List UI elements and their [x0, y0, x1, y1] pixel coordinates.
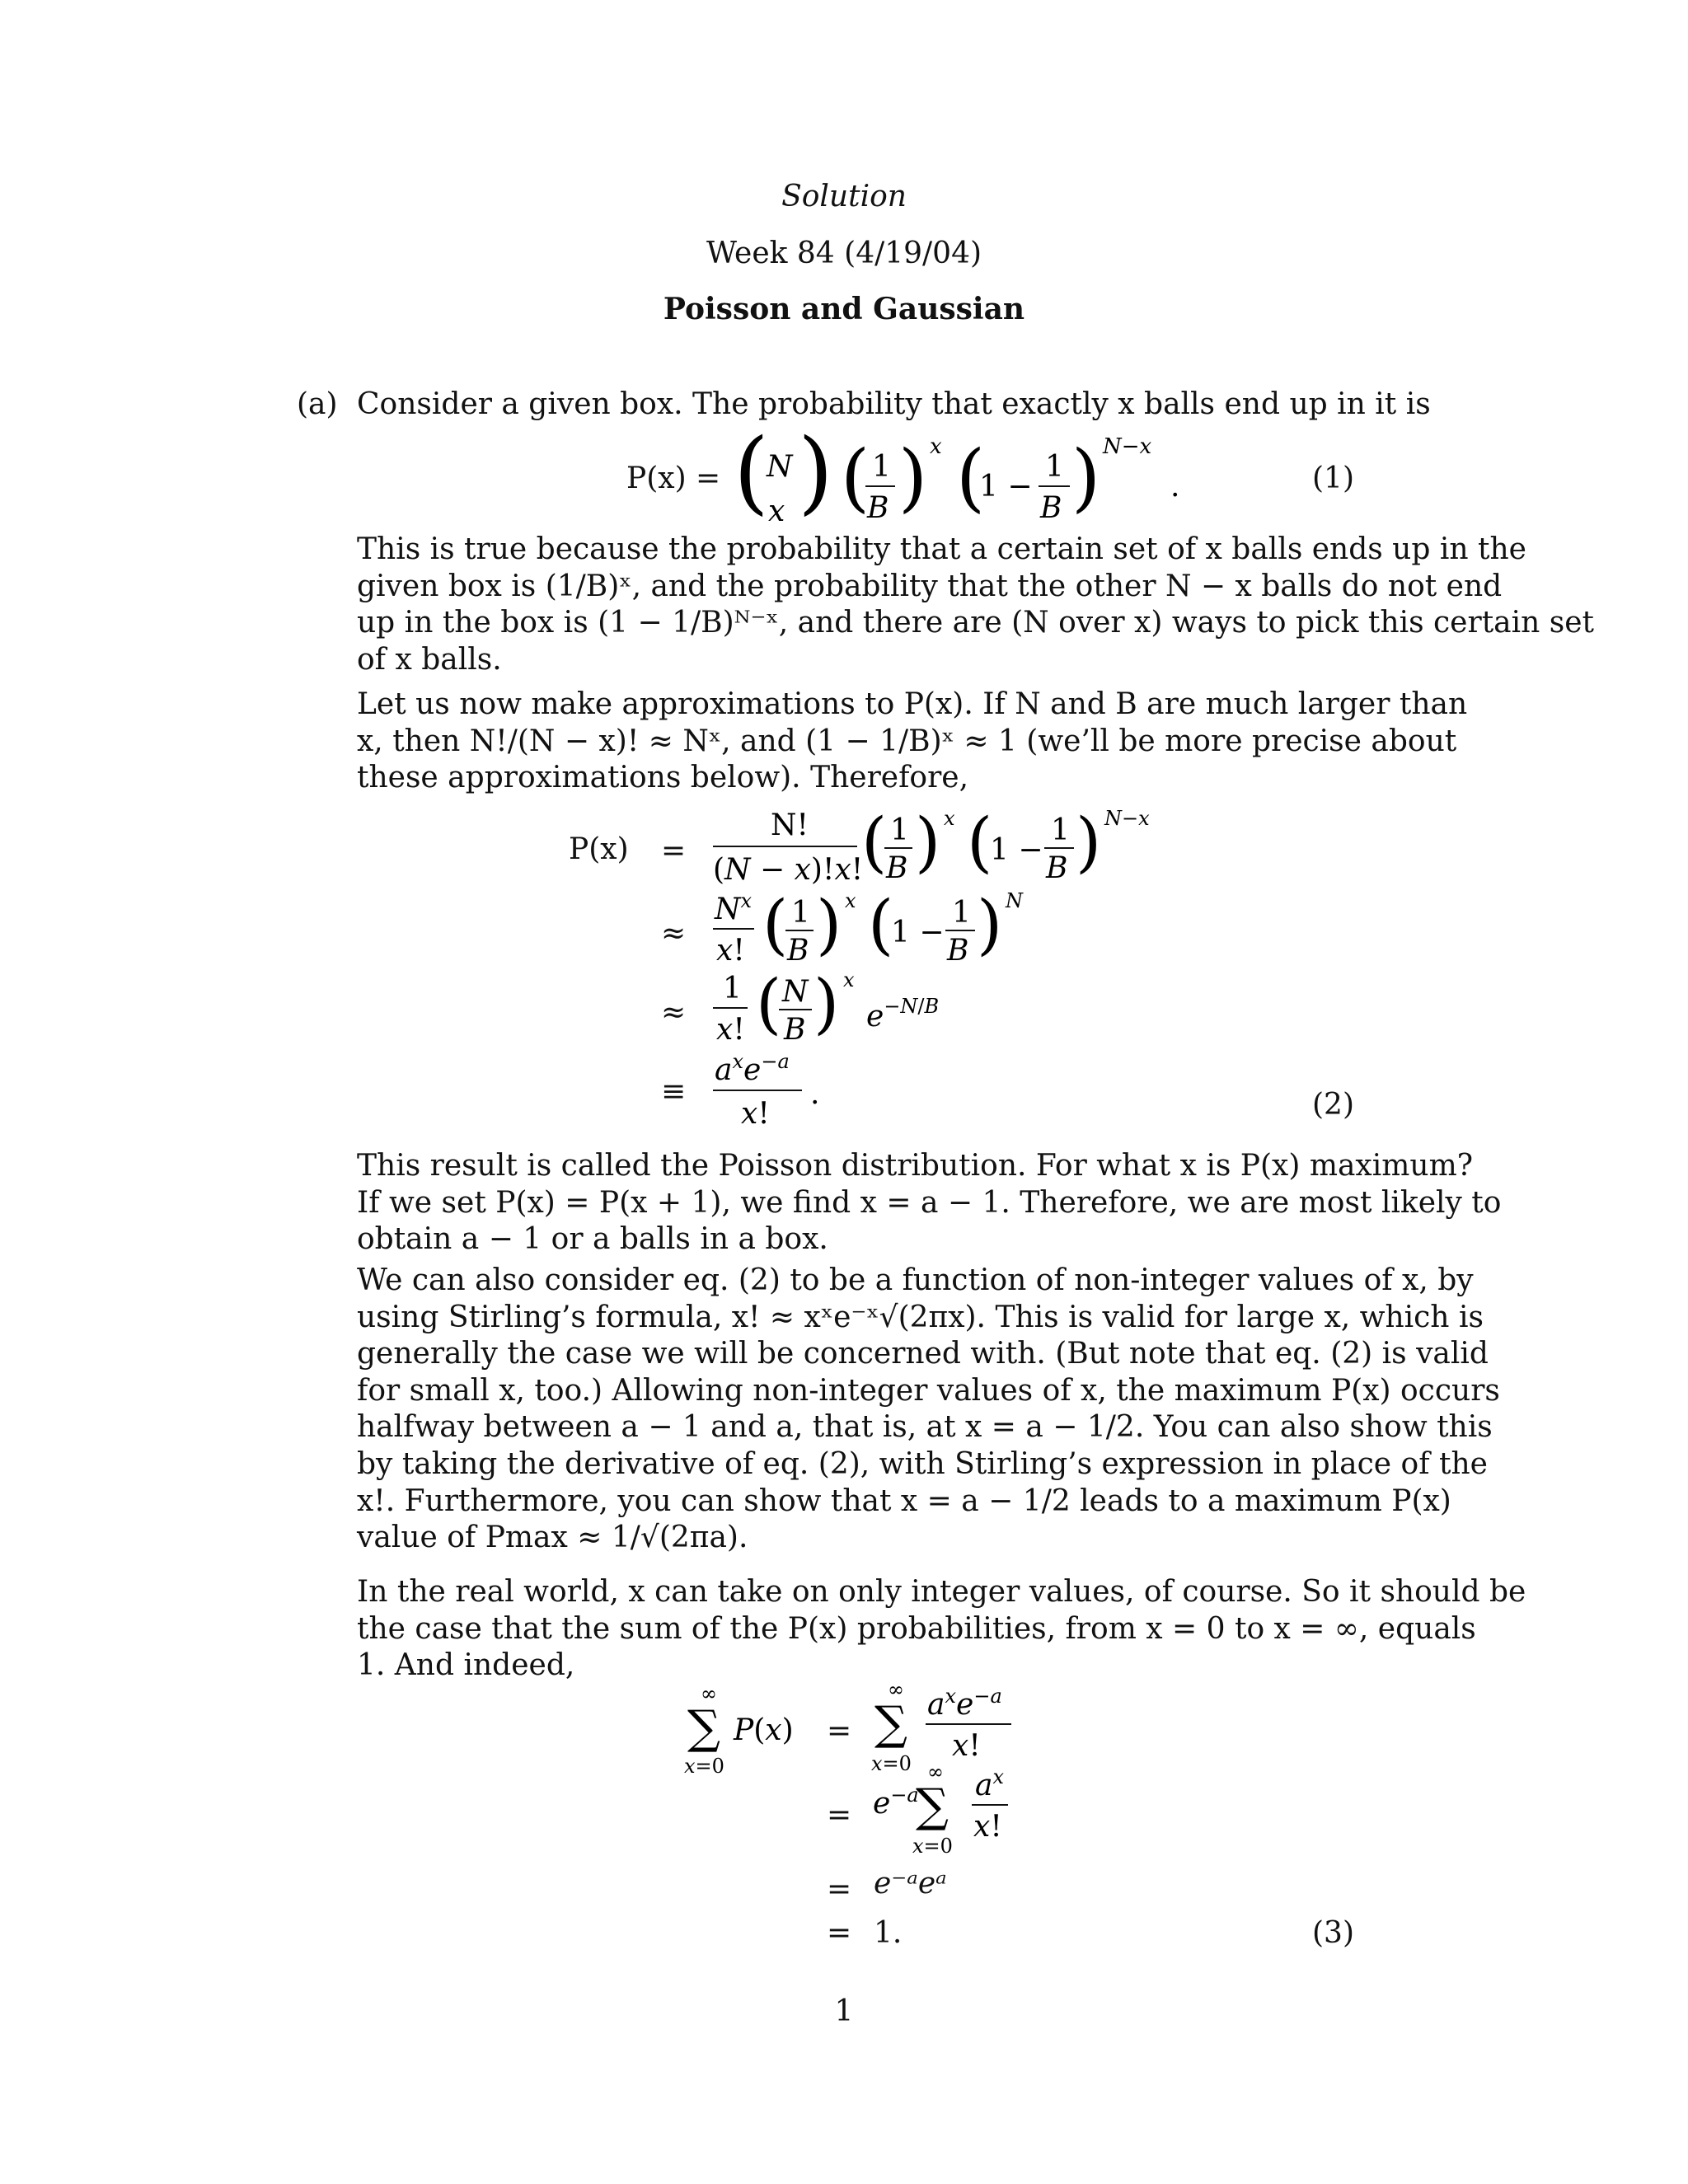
svg-text:1: 1 [723, 972, 742, 1005]
svg-text:1 −: 1 − [979, 470, 1033, 504]
part-a-label: (a) [297, 387, 338, 421]
svg-text:(N − x)!x!: (N − x)!x! [713, 853, 864, 887]
svg-text:B: B [787, 934, 809, 968]
paragraph-1-line: given box is (1/B)ˣ, and the probability that the other N − x balls do not end [357, 569, 1503, 603]
eq1-lhs: P(x) = [626, 462, 721, 495]
paragraph-3 [357, 1148, 1502, 1258]
eq3-line-4: 1. [874, 1916, 903, 1950]
svg-text:axe−a: $a^xe^-a$ [927, 1685, 1002, 1722]
svg-text:∞: ∞ [701, 1682, 717, 1705]
paragraph-4-line: for small x, too.) Allowing non-integer values of x, the maximum P(x) occurs [357, 1373, 1500, 1408]
eq2-rel-2: ≈ [661, 916, 687, 950]
paragraph-4-line: using Stirling’s formula, x! ≈ xˣe⁻ˣ√(2πx). This is valid for large x, which is [357, 1300, 1484, 1334]
paragraph-5-line: the case that the sum of the P(x) probabilities, from x = 0 to x = ∞, equals [357, 1611, 1476, 1646]
svg-text:x: x [930, 434, 942, 459]
svg-text:): ) [977, 886, 1003, 963]
svg-text:∞: ∞ [927, 1760, 944, 1783]
svg-text:): ) [816, 886, 842, 963]
paragraph-3-line: If we set P(x) = P(x + 1), we find x = a − 1. Therefore, we are most likely to [357, 1185, 1502, 1220]
eq3-rel-4: = [827, 1916, 852, 1950]
paragraph-4-line: We can also consider eq. (2) to be a function of non-integer values of x, by [357, 1263, 1474, 1297]
eq3-rel-1: = [827, 1714, 852, 1748]
paragraph-4-line: generally the case we will be concerned with. (But note that eq. (2) is valid [357, 1337, 1489, 1371]
svg-text:x!: x! [741, 1097, 770, 1131]
paragraph-1-line: This is true because the probability that a certain set of x balls ends up in the [357, 532, 1526, 566]
eq2-lhs: P(x) [569, 832, 629, 866]
svg-text:(: ( [967, 804, 993, 880]
svg-text:B: B [784, 1013, 806, 1047]
svg-text:N: N [767, 450, 793, 484]
eq3-formula [870, 1673, 1067, 1871]
eq1-formula [734, 429, 1195, 536]
svg-text:B: B [867, 491, 889, 525]
svg-text:Nx: $N^x$ [715, 889, 753, 926]
paragraph-3-line: This result is called the Poisson distribution. For what x is P(x) maximum? [357, 1149, 1474, 1183]
paragraph-5-line: 1. And indeed, [357, 1648, 575, 1683]
svg-text:P(x): P(x) [734, 1713, 794, 1747]
svg-text:(: ( [861, 804, 888, 880]
svg-text:x: x [768, 494, 785, 528]
paragraph-4 [357, 1263, 1500, 1557]
eq2-rel-1: = [661, 834, 687, 868]
svg-text:(: ( [956, 434, 986, 521]
svg-text:∑: ∑ [687, 1701, 720, 1755]
svg-text:): ) [814, 965, 840, 1042]
eq3-number: (3) [1312, 1916, 1354, 1950]
svg-text:(: ( [841, 434, 870, 521]
svg-text:): ) [915, 804, 941, 880]
svg-text:e−N/B: e−N/B [866, 995, 940, 1033]
document-title: Poisson and Gaussian [663, 292, 1025, 326]
svg-text:(: ( [756, 965, 782, 1042]
svg-text:∑: ∑ [874, 1697, 907, 1750]
svg-text:B: B [1040, 491, 1062, 525]
svg-text:1: 1 [872, 450, 891, 484]
svg-text:.: . [1170, 470, 1180, 504]
svg-text:.: . [810, 1077, 820, 1111]
svg-text:(: ( [762, 886, 789, 963]
paragraph-5-line: In the real world, x can take on only integer values, of course. So it should be [357, 1575, 1526, 1609]
paragraph-2 [357, 687, 1468, 797]
svg-text:N−x: N−x [1103, 434, 1152, 459]
svg-text:x=0: x=0 [684, 1755, 724, 1778]
paragraph-1-line: up in the box is (1 − 1/B)ᴺ⁻ˣ, and there are (N over x) ways to pick this certain set [357, 606, 1595, 640]
eq2-number: (2) [1312, 1088, 1354, 1122]
svg-text:1: 1 [890, 813, 909, 847]
svg-text:): ) [1076, 804, 1102, 880]
svg-text:B: B [947, 934, 969, 968]
page-number: 1 [834, 1994, 854, 2028]
svg-text:B: B [886, 851, 908, 885]
svg-text:x!: x! [716, 1013, 745, 1047]
svg-text:): ) [898, 434, 928, 521]
paragraph-4-line: value of Pmax ≈ 1/√(2πa). [357, 1521, 748, 1555]
svg-text:N−x: N−x [1104, 807, 1150, 830]
svg-text:e−a: e−a [873, 1783, 919, 1821]
svg-text:∑: ∑ [916, 1779, 949, 1833]
svg-text:1: 1 [1045, 450, 1064, 484]
svg-text:B: B [1046, 851, 1068, 885]
svg-text:1: 1 [952, 896, 971, 930]
svg-text:): ) [1071, 434, 1101, 521]
paragraph-2-line: x, then N!/(N − x)! ≈ Nˣ, and (1 − 1/B)ˣ ≈ 1 (we’ll be more precise about [357, 724, 1457, 758]
paragraph-1 [357, 532, 1595, 678]
eq2-rel-4: ≡ [661, 1075, 687, 1108]
eq1-number: (1) [1312, 462, 1354, 495]
svg-text:N: N [1006, 889, 1023, 912]
svg-text:(: ( [868, 886, 894, 963]
paragraph-1-line: of x balls. [357, 642, 502, 677]
svg-text:x=0: x=0 [912, 1835, 953, 1858]
svg-text:x: x [944, 807, 955, 830]
solution-kicker: Solution [781, 180, 907, 213]
paragraph-4-line: x!. Furthermore, you can show that x = a − 1/2 leads to a maximum P(x) [357, 1483, 1451, 1518]
eq3-rel-3: = [827, 1872, 852, 1906]
svg-text:ax: $a^x$ [975, 1765, 1005, 1802]
svg-text:x!: x! [716, 934, 745, 968]
paragraph-2-line: Let us now make approximations to P(x). If N and B are much larger than [357, 687, 1468, 721]
svg-text:1 −: 1 − [891, 916, 945, 949]
svg-text:x: x [843, 968, 855, 991]
svg-text:): ) [798, 429, 833, 524]
paragraph-3-line: obtain a − 1 or a balls in a box. [357, 1222, 828, 1257]
part-a-intro: Consider a given box. The probability that exactly x balls end up in it is [357, 387, 1431, 421]
svg-text:N!: N! [771, 808, 809, 842]
svg-text:1: 1 [1051, 813, 1070, 847]
eq3-line-3: e⁻ᵃeᵃ [874, 1867, 947, 1900]
svg-text:x: x [845, 889, 856, 912]
paragraph-2-line: these approximations below). Therefore, [357, 761, 969, 795]
eq3-rel-2: = [827, 1798, 852, 1832]
svg-text:1: 1 [791, 896, 810, 930]
svg-text:N: N [782, 975, 809, 1009]
week-line: Week 84 (4/19/04) [706, 237, 982, 270]
svg-text:∞: ∞ [888, 1678, 904, 1701]
svg-text:x=0: x=0 [871, 1752, 912, 1775]
svg-text:1 −: 1 − [990, 833, 1043, 867]
svg-text:(: ( [734, 429, 769, 524]
eq3-lhs [684, 1677, 816, 1784]
svg-text:x!: x! [973, 1810, 1002, 1844]
paragraph-4-line: by taking the derivative of eq. (2), with Stirling’s expression in place of the [357, 1446, 1488, 1481]
paragraph-5 [357, 1574, 1526, 1685]
svg-text:axe−a: $a^xe^-a$ [715, 1050, 790, 1087]
eq2-rel-3: ≈ [661, 996, 687, 1029]
paragraph-4-line: halfway between a − 1 and a, that is, at x = a − 1/2. You can also show this [357, 1410, 1493, 1445]
svg-text:x!: x! [952, 1729, 981, 1763]
eq2-formula [705, 804, 1166, 1150]
